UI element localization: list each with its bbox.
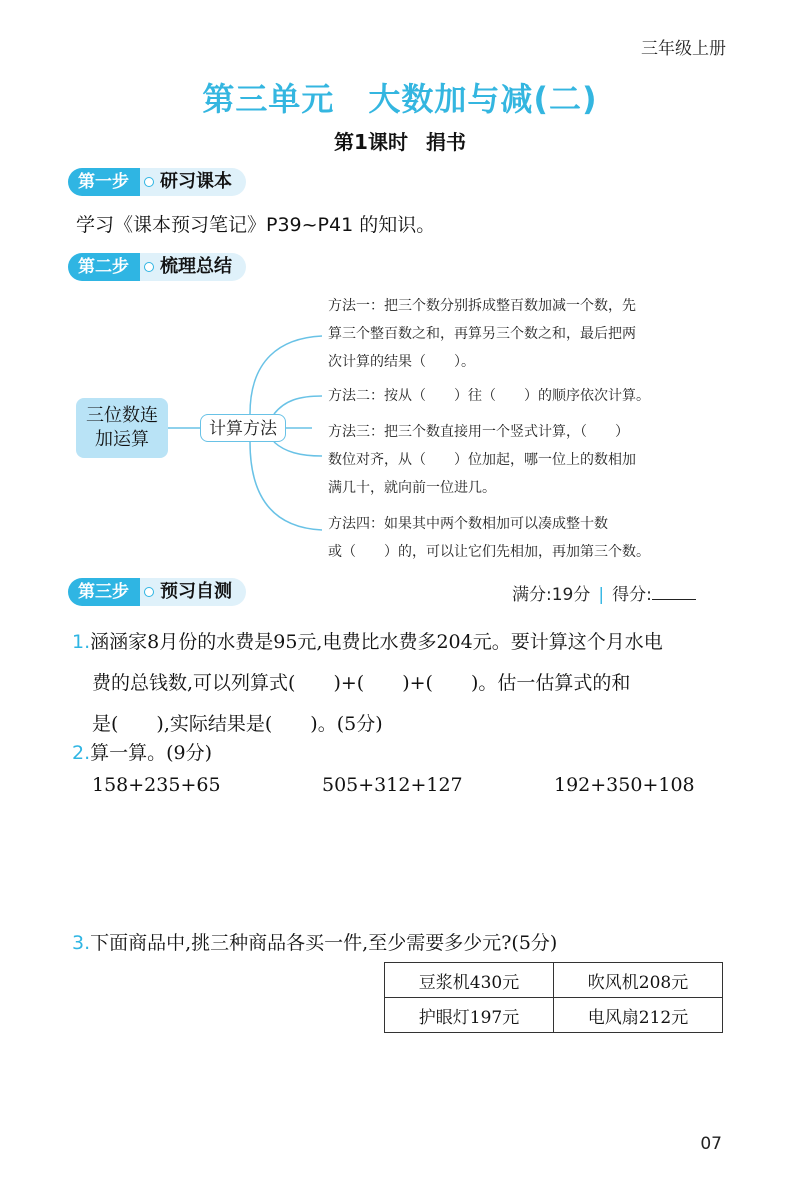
mindmap-branch-node: 计算方法 <box>200 414 286 442</box>
table-row <box>385 998 723 1033</box>
step3-name: 预习自测 <box>140 578 246 606</box>
expression-3: 192+350+108 <box>554 774 695 796</box>
question-2 <box>72 738 212 765</box>
question-1-number: 1. <box>72 631 91 653</box>
method-2-line: 方法二：按从（ ）往（ ）的顺序依次计算。 <box>328 388 650 404</box>
method-3-line: 满几十，就向前一位进几。 <box>328 480 496 496</box>
question-3-text: 下面商品中,挑三种商品各买一件,至少需要多少元?(5分) <box>90 932 558 954</box>
method-1 <box>328 292 728 376</box>
question-1-line2: 费的总钱数,可以列算式( )+( )+( )。估一估算式的和 <box>92 672 631 694</box>
goods-cell: 护眼灯197元 <box>385 998 554 1033</box>
unit-topic: 大数加与减(二) <box>368 80 598 118</box>
goods-table <box>384 962 723 1033</box>
question-3 <box>72 928 557 955</box>
step3-label: 第三步 <box>68 578 152 606</box>
step-dot-icon <box>144 177 154 187</box>
goods-cell: 电风扇212元 <box>554 998 723 1033</box>
method-1-line: 次计算的结果（ ）。 <box>328 354 475 370</box>
score-got-label: 得分: <box>612 585 652 605</box>
method-4 <box>328 510 728 566</box>
mindmap-root-line2: 加运算 <box>95 429 149 450</box>
score-divider: | <box>598 585 605 605</box>
expression-1: 158+235+65 <box>92 774 221 796</box>
table-row <box>385 963 723 998</box>
method-3-line: 数位对齐，从（ ）位加起，哪一位上的数相加 <box>328 452 636 468</box>
question-1-line1: 涵涵家8月份的水费是95元,电费比水费多204元。要计算这个月水电 <box>90 631 663 653</box>
expression-2: 505+312+127 <box>322 774 463 796</box>
grade-label: 三年级上册 <box>641 39 726 59</box>
step1-label: 第一步 <box>68 168 152 196</box>
method-3-line: 方法三：把三个数直接用一个竖式计算，（ ） <box>328 424 629 440</box>
question-3-number: 3. <box>72 932 91 954</box>
method-3 <box>328 418 728 502</box>
score-full: 满分:19分 <box>512 585 591 605</box>
method-4-line: 或（ ）的，可以让它们先相加，再加第三个数。 <box>328 544 650 560</box>
question-1 <box>72 622 732 745</box>
question-2-text: 算一算。(9分) <box>90 742 213 764</box>
method-1-line: 算三个整百数之和，再算另三个数之和，最后把两 <box>328 326 636 342</box>
question-1-line3: 是( ),实际结果是( )。(5分) <box>92 713 383 735</box>
lesson-number: 第1课时 <box>334 130 408 154</box>
goods-cell: 豆浆机430元 <box>385 963 554 998</box>
page-number: 07 <box>700 1134 722 1154</box>
goods-cell: 吹风机208元 <box>554 963 723 998</box>
method-4-line: 方法四：如果其中两个数相加可以凑成整十数 <box>328 516 608 532</box>
study-instruction: 学习《课本预习笔记》P39~P41 的知识。 <box>76 214 436 236</box>
step2-label: 第二步 <box>68 253 152 281</box>
question-2-number: 2. <box>72 742 91 764</box>
method-1-line: 方法一：把三个数分别拆成整百数加减一个数，先 <box>328 298 636 314</box>
score-line <box>512 580 696 605</box>
method-2 <box>328 382 728 410</box>
unit-title <box>0 74 800 120</box>
lesson-name: 捐书 <box>425 130 466 154</box>
lesson-title <box>0 126 800 155</box>
step1-name: 研习课本 <box>140 168 246 196</box>
mindmap-root <box>76 398 168 458</box>
mindmap-root-line1: 三位数连 <box>86 405 158 426</box>
unit-number: 第三单元 <box>202 80 335 118</box>
score-blank <box>652 585 696 600</box>
step-dot-icon <box>144 587 154 597</box>
step2-name: 梳理总结 <box>140 253 246 281</box>
step-dot-icon <box>144 262 154 272</box>
